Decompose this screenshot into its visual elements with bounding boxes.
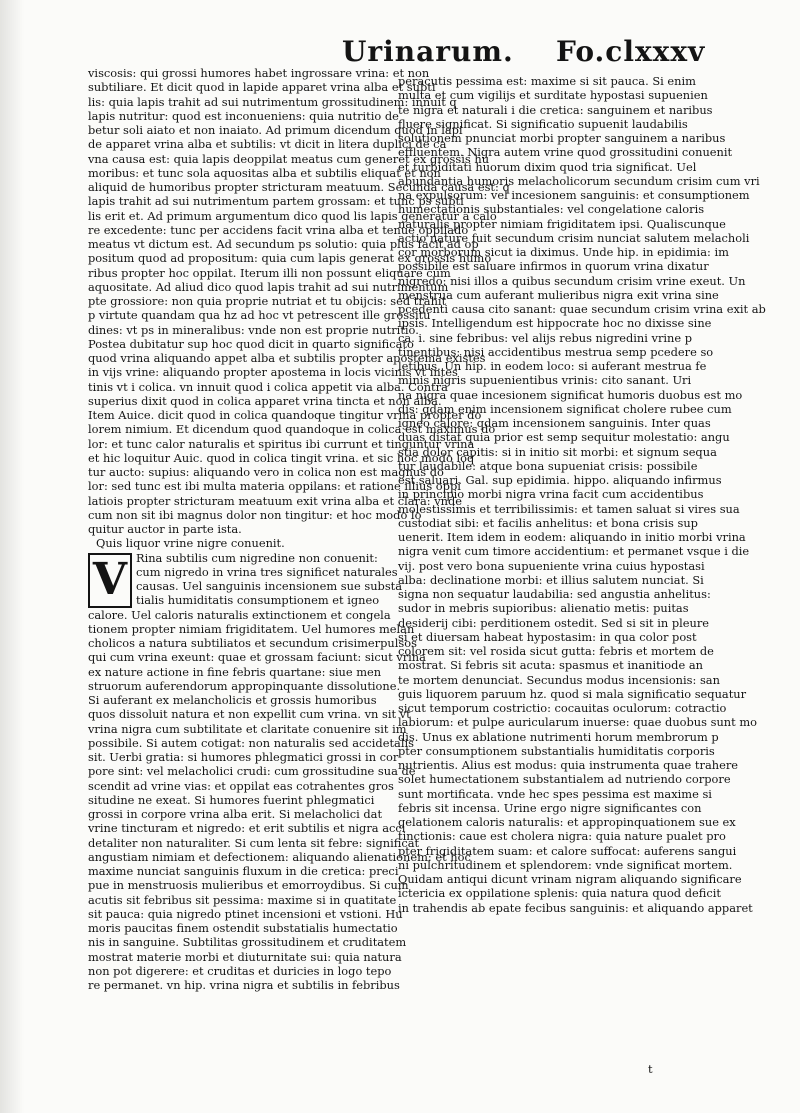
- text-line: pte grossiore: non quia proprie nutriat et tu obijcis: sed trahit: [88, 294, 447, 308]
- text-line: multa et cum vigilijs et surditate hypostasi supuenien: [398, 88, 708, 103]
- text-line: maxime nunciat sanguinis fluxum in die cretica: preci: [88, 864, 399, 878]
- text-line: superius dixit quod in colica apparet vrina tincta et non alba.: [88, 393, 442, 408]
- text-line: na expulsorum: vel incesionem sanguinis: et consumptionem: [398, 188, 750, 202]
- text-line: quos dissoluit natura et non expellit cum vrina. vn sit vt: [88, 707, 411, 722]
- text-line: possibile. Si autem cotigat: non naturalis sed accidetalis: [88, 735, 414, 750]
- text-line: guis liquorem paruum hz. quod si mala significatio sequatur: [398, 686, 747, 701]
- text-line: re excedente: tunc per accidens facit vrina alba et tenue oppilado: [88, 222, 469, 237]
- text-line: meatus vt dictum est. Ad secundum ps solutio: quia plus facit ad op: [88, 237, 479, 251]
- text-line: re permanet. vn hip. vrina nigra et subtilis in febribus: [88, 978, 400, 992]
- text-line: peracutis pessima est: maxime si sit pauca. Si enim: [398, 74, 696, 88]
- running-title: Urinarum.: [342, 35, 514, 68]
- text-line: et turbiditati huorum dixim quod tria significat. Uel: [398, 159, 697, 174]
- text-line: Si auferant ex melancholicis et grossis humoribus: [88, 693, 377, 707]
- text-line: vij. post vero bona supueniente vrina cuius hypostasi: [398, 558, 705, 573]
- text-line: nigra venit cum timore accidentium: et permanet vsque i die: [398, 544, 750, 559]
- text-line: ipsis. Intelligendum est hippocrate hoc no dixisse sine: [398, 316, 712, 331]
- text-line: desiderij cibi: perditionem ostedit. Sed si sit in pleure: [398, 615, 710, 630]
- text-line: solet humectationem substantialem ad nutriendo corpore: [398, 772, 731, 787]
- text-line: dis: qdam enim incensionem significat cholere rubee cum: [398, 401, 732, 416]
- text-line: na nigra quae incesionem significat humoris duobus est mo: [398, 387, 743, 402]
- text-line: te nigra et naturali i die cretica: sanguinem et naribus: [398, 102, 713, 117]
- text-line: cor morborum sicut ia diximus. Unde hip. in epidimia: im: [398, 245, 729, 259]
- text-line: acutis sit febribus sit pessima: maxime si in quatitate: [88, 892, 397, 907]
- text-line: ni pulchritudinem et splendorem: vnde significat mortem.: [398, 857, 733, 872]
- text-line: ribus propter hoc oppilat. Iterum illi non possunt eliquare cum: [88, 265, 451, 280]
- text-line: est saluari. Gal. sup epidimia. hippo. aliquando infirmus: [398, 473, 722, 487]
- text-line: pue in menstruosis mulieribus et emorroydibus. Si cum: [88, 878, 409, 893]
- text-line: qui cum vrina exeunt: quae et grossam faciunt: sicut vrina: [88, 650, 426, 665]
- text-line: sudor in mebris supioribus: alienatio metis: puitas: [398, 601, 689, 616]
- dropcap-paragraph: [88, 550, 403, 608]
- text-line: gelationem caloris naturalis: et appropinquationem sue ex: [398, 815, 736, 829]
- text-line: igneo calore: qdam incensionem sanguinis. Inter quas: [398, 416, 711, 430]
- text-line: fluere significat. Si significatio supuenit laudabilis: [398, 116, 688, 131]
- text-line: nutrientis. Alius est modus: quia instrumenta quae trahere: [398, 758, 739, 772]
- catchword: t: [648, 1062, 653, 1076]
- text-line: ca. i. sine febribus: vel alijs rebus nigredini vrine p: [398, 330, 693, 345]
- text-line: uenerit. Item idem in eodem: aliquando in initio morbi vrina: [398, 530, 746, 544]
- text-line: Quidam antiqui dicunt vrinam nigram aliquando significare: [398, 872, 742, 886]
- text-line: non pot digerere: et cruditas et duricies in logo tepo: [88, 963, 392, 978]
- text-line: ictericia ex oppilatione splenis: quia natura quod deficit: [398, 886, 721, 901]
- text-line: pcedenti causa cito sanant: quae secundum crisim vrina exit ab: [398, 302, 766, 316]
- chapter-heading: Quis liquor vrine nigre conuenit.: [96, 536, 285, 551]
- text-line: cholicos a natura subtiliatos et secundum crisimerpulsos: [88, 636, 417, 650]
- text-line: moribus: et tunc sola aquositas alba et subtilis eliquat et non: [88, 165, 441, 180]
- text-line: causas. Uel sanguinis incensionem sue substa: [136, 579, 403, 593]
- page-edge-shadow: [0, 0, 24, 1113]
- text-line: lis erit et. Ad primum argumentum dico quod lis lapis generatur a calo: [88, 208, 497, 223]
- text-line: dis. Unus ex ablatione nutrimenti horum membrorum p: [398, 729, 719, 744]
- text-line: viscosis: qui grossi humores habet ingrossare vrina: et non: [88, 66, 430, 80]
- text-line: minis nigris supuenientibus vrinis: cito sanant. Uri: [398, 373, 692, 388]
- text-line: positum quod ad propositum: quia cum lapis generat ex grossis humo: [88, 251, 492, 266]
- text-line: aquositate. Ad aliud dico quod lapis trahit ad sui nutrimentum: [88, 279, 449, 294]
- text-line: tinentibus: nisi accidentibus mestrua semp pcedere so: [398, 344, 714, 359]
- text-line: lorem nimium. Et dicendum quod quandoque in colica est maximus do: [88, 422, 496, 437]
- text-line: subtiliare. Et dicit quod in lapide apparet vrina alba et subti: [88, 80, 436, 95]
- text-line: struorum auferendorum appropinquante dissolutione.: [88, 678, 401, 693]
- text-line: signa non sequatur laudabilia: sed angustia anhelitus:: [398, 587, 711, 601]
- text-line: tinis vt i colica. vn innuit quod i colica appetit via alba. Contra: [88, 379, 448, 394]
- text-line: molestissimis et terribilissimis: et tamen saluat si vires sua: [398, 501, 740, 516]
- text-line: nis in sanguine. Subtilitas grossitudinem et cruditatem: [88, 935, 407, 950]
- text-line: lapis trahit ad sui nutrimentum partem grossam: et tunc ps subti: [88, 194, 464, 209]
- text-line: tur aucto: supius: aliquando vero in colica non est magnus do: [88, 465, 444, 479]
- text-line: si et diuersam habeat hypostasim: in qua color post: [398, 629, 697, 644]
- text-line: alba: declinatione morbi: et illius salutem nunciat. Si: [398, 572, 704, 587]
- text-line: sit. Uerbi gratia: si humores phlegmatici grossi in cor: [88, 750, 399, 764]
- text-line: Rina subtilis cum nigredine non conuenit:: [136, 550, 378, 565]
- text-line: moris paucitas finem ostendit substatialis humectatio: [88, 921, 398, 935]
- text-line: sunt mortificata. vnde hec spes pessima est maxime si: [398, 786, 712, 801]
- text-line: quitur auctor in parte ista.: [88, 522, 242, 536]
- text-line: febris sit incensa. Urine ergo nigre significantes con: [398, 800, 702, 815]
- text-line: calore. Uel caloris naturalis extinctionem et congela: [88, 607, 391, 622]
- text-line: lor: et tunc calor naturalis et spiritus ibi currunt et tinguntur vrina: [88, 436, 475, 451]
- text-line: Postea dubitatur sup hoc quod dicit in quarto significato: [88, 336, 414, 351]
- left-column-top-text: [88, 66, 510, 536]
- text-line: ex nature actione in fine febris quartane: siue men: [88, 664, 382, 679]
- text-line: cum non sit ibi magnus dolor non tingitur: et hoc modo lo: [88, 507, 422, 522]
- text-line: nigredo: nisi illos a quibus secundum crisim vrine exeut. Un: [398, 273, 746, 288]
- text-line: aliquid de humoribus propter stricturam meatuum. Secunda causa est: q: [88, 180, 510, 194]
- text-line: quod vrina aliquando appet alba et subtilis propter apostema existes: [88, 351, 486, 365]
- text-line: possibile est saluare infirmos in quorum vrina dixatur: [398, 259, 709, 274]
- text-line: sicut temporum costrictio: cocauitas oculorum: cotractio: [398, 701, 727, 715]
- text-line: tur laudabile: atque bona supueniat crisis: possibile: [398, 458, 698, 473]
- text-line: cum nigredo in vrina tres significet naturales: [136, 564, 398, 579]
- text-line: betur soli aiato et non inaiato. Ad primum dicendum quod in lapi: [88, 123, 463, 137]
- text-line: p virtute quandam qua hz ad hoc vt petrescent ille grossitu: [88, 308, 431, 323]
- dropcap-initial: V: [88, 553, 132, 608]
- text-line: naturalis propter nimiam frigiditatem ipsi. Qualiscunque: [398, 216, 726, 231]
- right-column: [398, 74, 766, 915]
- left-column-bottom-text: [88, 607, 471, 993]
- text-line: in vijs vrine: aliquando propter apostema in locis vicinis vt intes: [88, 365, 458, 380]
- text-line: tinctionis: caue est cholera nigra: quia nature pualet pro: [398, 829, 726, 844]
- text-line: Item Auice. dicit quod in colica quandoque tingitur vrina propter do: [88, 408, 482, 422]
- text-line: duas distat quia prior est semp sequitur molestatio: angu: [398, 430, 730, 445]
- text-line: pore sint: vel melacholici crudi: cum grossitudine sua de: [88, 764, 416, 779]
- text-line: mostrat. Si febris sit acuta: spasmus et inanitiode an: [398, 658, 703, 673]
- text-line: dines: vt ps in mineralibus: vnde non est proprie nutritio.: [88, 322, 419, 337]
- text-line: tionem propter nimiam frigiditatem. Uel humores melan: [88, 621, 415, 636]
- text-line: vna causa est: quia lapis deoppilat meatus cum generet ex grossis hu: [88, 151, 490, 166]
- text-line: tialis humiditatis consumptionem et igneo: [136, 593, 380, 608]
- text-line: colorem sit: vel rosida sicut gutta: febris et mortem de: [398, 644, 714, 658]
- text-line: effluentem. Nigra autem vrine quod grossitudini conuenit: [398, 145, 733, 160]
- text-line: custodiat sibi: et facilis anhelitus: et bona crisis sup: [398, 515, 698, 530]
- text-line: lapis nutritur: quod est inconueniens: quia nutritio de: [88, 108, 399, 123]
- text-line: latiois propter stricturam meatuum exit vrina alba et clara: vnde: [88, 493, 463, 508]
- text-line: menstrua cum auferant mulieribus nigra exit vrina sine: [398, 287, 719, 302]
- text-line: letibus. Un hip. in eodem loco: si auferant mestrua fe: [398, 359, 707, 373]
- text-line: mostrat materie morbi et diuturnitate sui: quia natura: [88, 949, 402, 964]
- text-line: de apparet vrina alba et subtilis: vt dicit in litera duplici de ca: [88, 137, 447, 152]
- text-line: lor: sed tunc est ibi multa materia oppilans: et ratione illius oppi: [88, 479, 461, 494]
- text-line: abundantia humoris melacholicorum secundum crisim cum vri: [398, 173, 760, 188]
- text-line: lis: quia lapis trahit ad sui nutrimentum grossitudinem: innuit q: [88, 94, 457, 109]
- text-line: grossi in corpore vrina alba erit. Si melacholici dat: [88, 807, 383, 821]
- text-line: sit pauca: quia nigredo ptinet incensioni et vstioni. Hu: [88, 906, 403, 921]
- text-line: solutionem pnunciat morbi propter sanguinem a naribus: [398, 131, 726, 145]
- text-line: pter consumptionem substantialis humiditatis corporis: [398, 743, 715, 758]
- text-line: humectationis substantiales: vel congelatione caloris: [398, 202, 705, 217]
- text-line: vrina nigra cum subtilitate et claritate conuenire sit im: [88, 721, 407, 736]
- text-line: et hic loquitur Auic. quod in colica tingit vrina. et sic hoc modo loq: [88, 450, 475, 465]
- text-line: actio nature fuit secundum crisim nunciat salutem melacholi: [398, 230, 750, 245]
- text-line: te mortem denunciat. Secundus modus incensionis: san: [398, 672, 720, 687]
- text-line: situdine ne exeat. Si humores fuerint phlegmatici: [88, 792, 375, 807]
- text-line: vrine tincturam et nigredo: et erit subtilis et nigra acci: [88, 821, 406, 836]
- text-line: scendit ad vrine vias: et oppilat eas cotrahentes gros: [88, 778, 394, 793]
- folio-number: Fo.clxxxv: [556, 35, 706, 68]
- text-line: in principio morbi nigra vrina facit cum accidentibus: [398, 487, 704, 502]
- text-line: labiorum: et pulpe auricularum inuerse: quae duobus sunt mo: [398, 715, 757, 730]
- left-column: [88, 66, 510, 992]
- text-line: stia dolor capitis: si in initio sit morbi: et signum sequa: [398, 444, 717, 459]
- text-line: in trahendis ab epate fecibus sanguinis: et aliquando apparet: [398, 900, 753, 915]
- text-line: pter frigiditatem suam: et calore suffocat: auferens sangui: [398, 843, 737, 858]
- text-line: angustiam nimiam et defectionem: aliquando alienationem: et hoc: [88, 849, 471, 864]
- text-line: detaliter non naturaliter. Si cum lenta sit febre: significat: [88, 835, 420, 850]
